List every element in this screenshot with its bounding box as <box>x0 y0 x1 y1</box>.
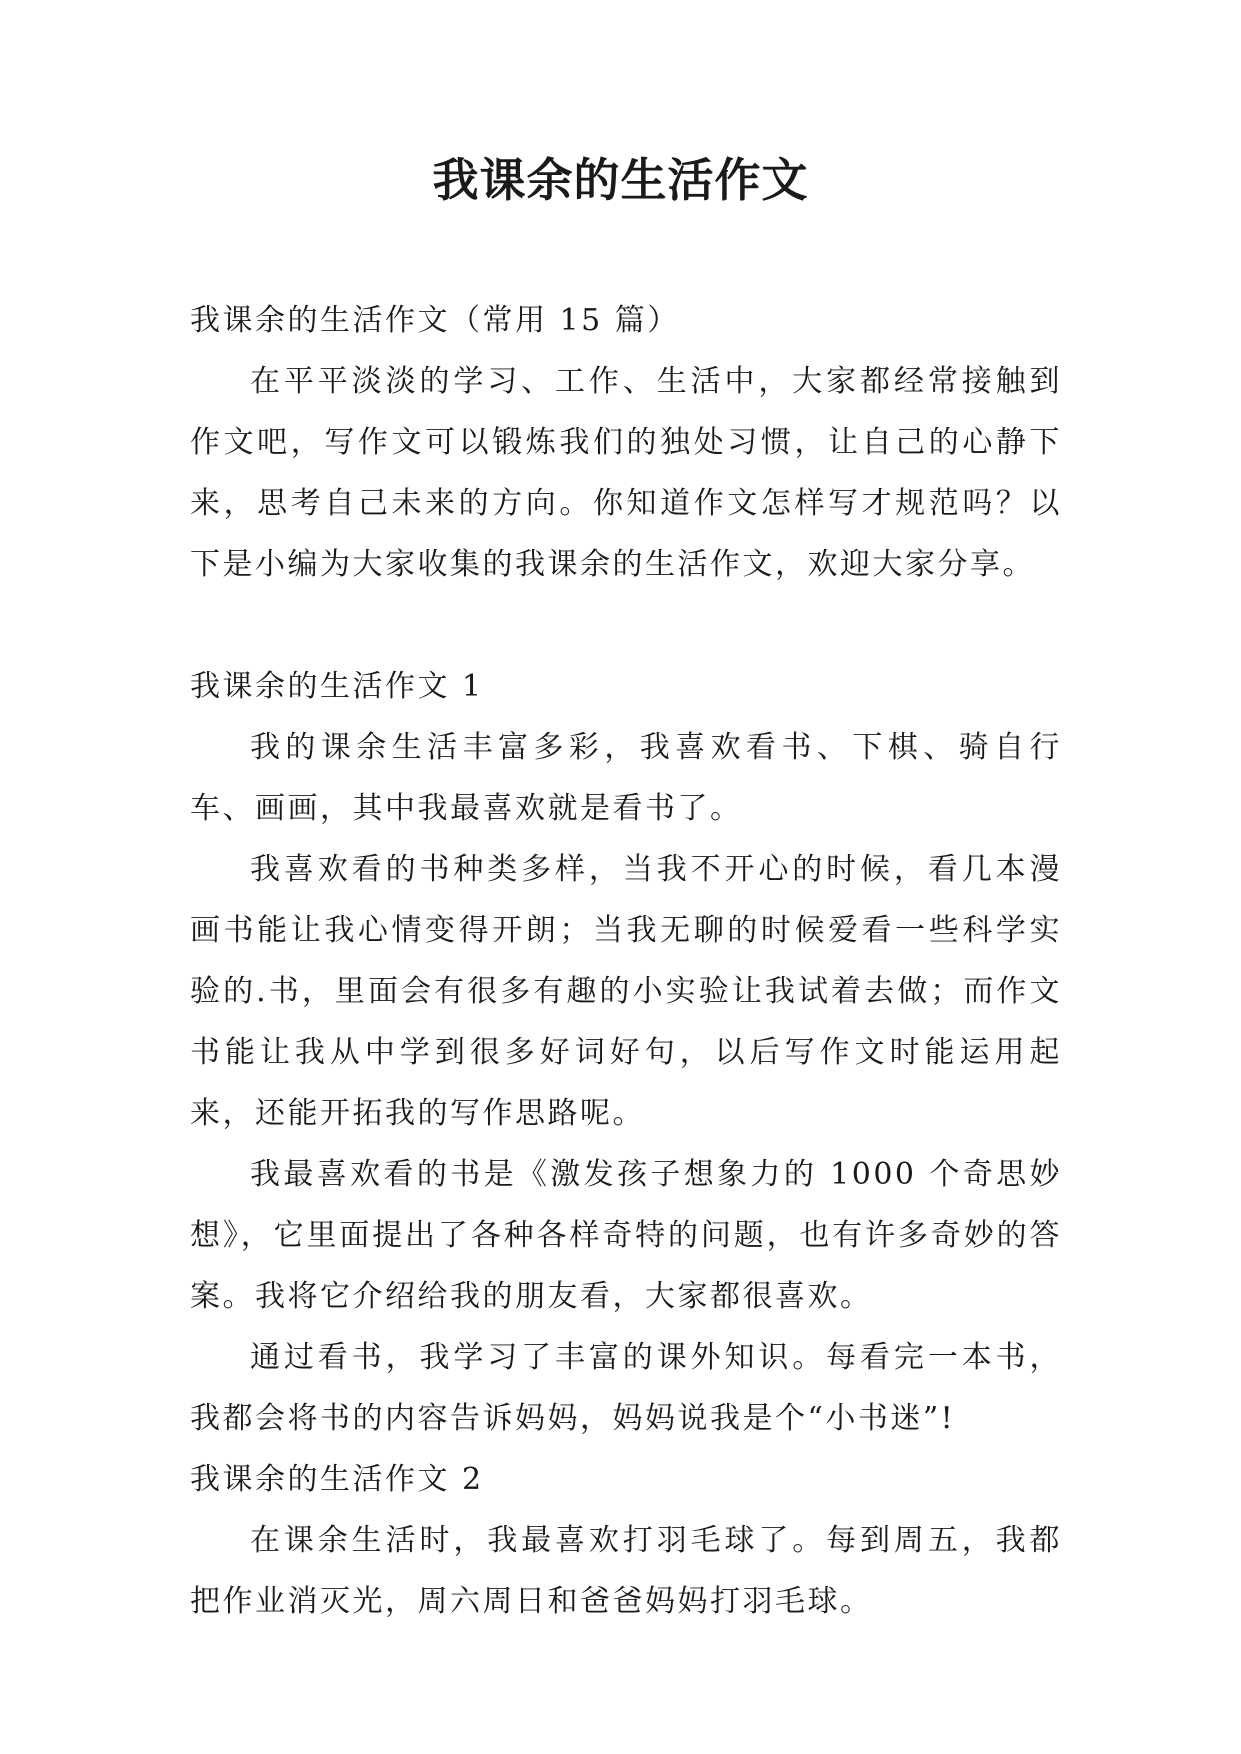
essay-1-paragraph-2: 我喜欢看的书种类多样，当我不开心的时候，看几本漫画书能让我心情变得开朗；当我无聊的时候爱看一些科学实验的.书，里面会有很多有趣的小实验让我试着去做；而作文书能让我从中学到很多好词好句，以后写作文时能运用起来，还能开拓我的写作思路呢。 <box>190 852 1062 1131</box>
intro-paragraph: 在平平淡淡的学习、工作、生活中，大家都经常接触到作文吧，写作文可以锻炼我们的独处习惯，让自己的心静下来，思考自己未来的方向。你知道作文怎样写才规范吗？以下是小编为大家收集的我课余的生活作文，欢迎大家分享。 <box>190 364 1062 582</box>
essay-1-heading: 我课余的生活作文 1 <box>190 669 484 704</box>
document-subtitle: 我课余的生活作文（常用 15 篇） <box>190 303 680 338</box>
document-title: 我课余的生活作文 <box>432 153 809 207</box>
section-gap <box>190 595 1062 656</box>
essay-2-heading: 我课余的生活作文 2 <box>190 1462 484 1497</box>
essay-1-paragraph-1: 我的课余生活丰富多彩，我喜欢看书、下棋、骑自行车、画画，其中我最喜欢就是看书了。 <box>190 730 1062 826</box>
essay-2-paragraph-1: 在课余生活时，我最喜欢打羽毛球了。每到周五，我都把作业消灭光，周六周日和爸爸妈妈打羽毛球。 <box>190 1523 1062 1619</box>
essay-1-paragraph-4: 通过看书，我学习了丰富的课外知识。每看完一本书，我都会将书的内容告诉妈妈，妈妈说我是个“小书迷”! <box>190 1340 1062 1436</box>
essay-1-paragraph-3: 我最喜欢看的书是《激发孩子想象力的 1000 个奇思妙想》，它里面提出了各种各样奇特的问题，也有许多奇妙的答案。我将它介绍给我的朋友看，大家都很喜欢。 <box>190 1157 1062 1314</box>
document-body <box>190 290 1062 1632</box>
